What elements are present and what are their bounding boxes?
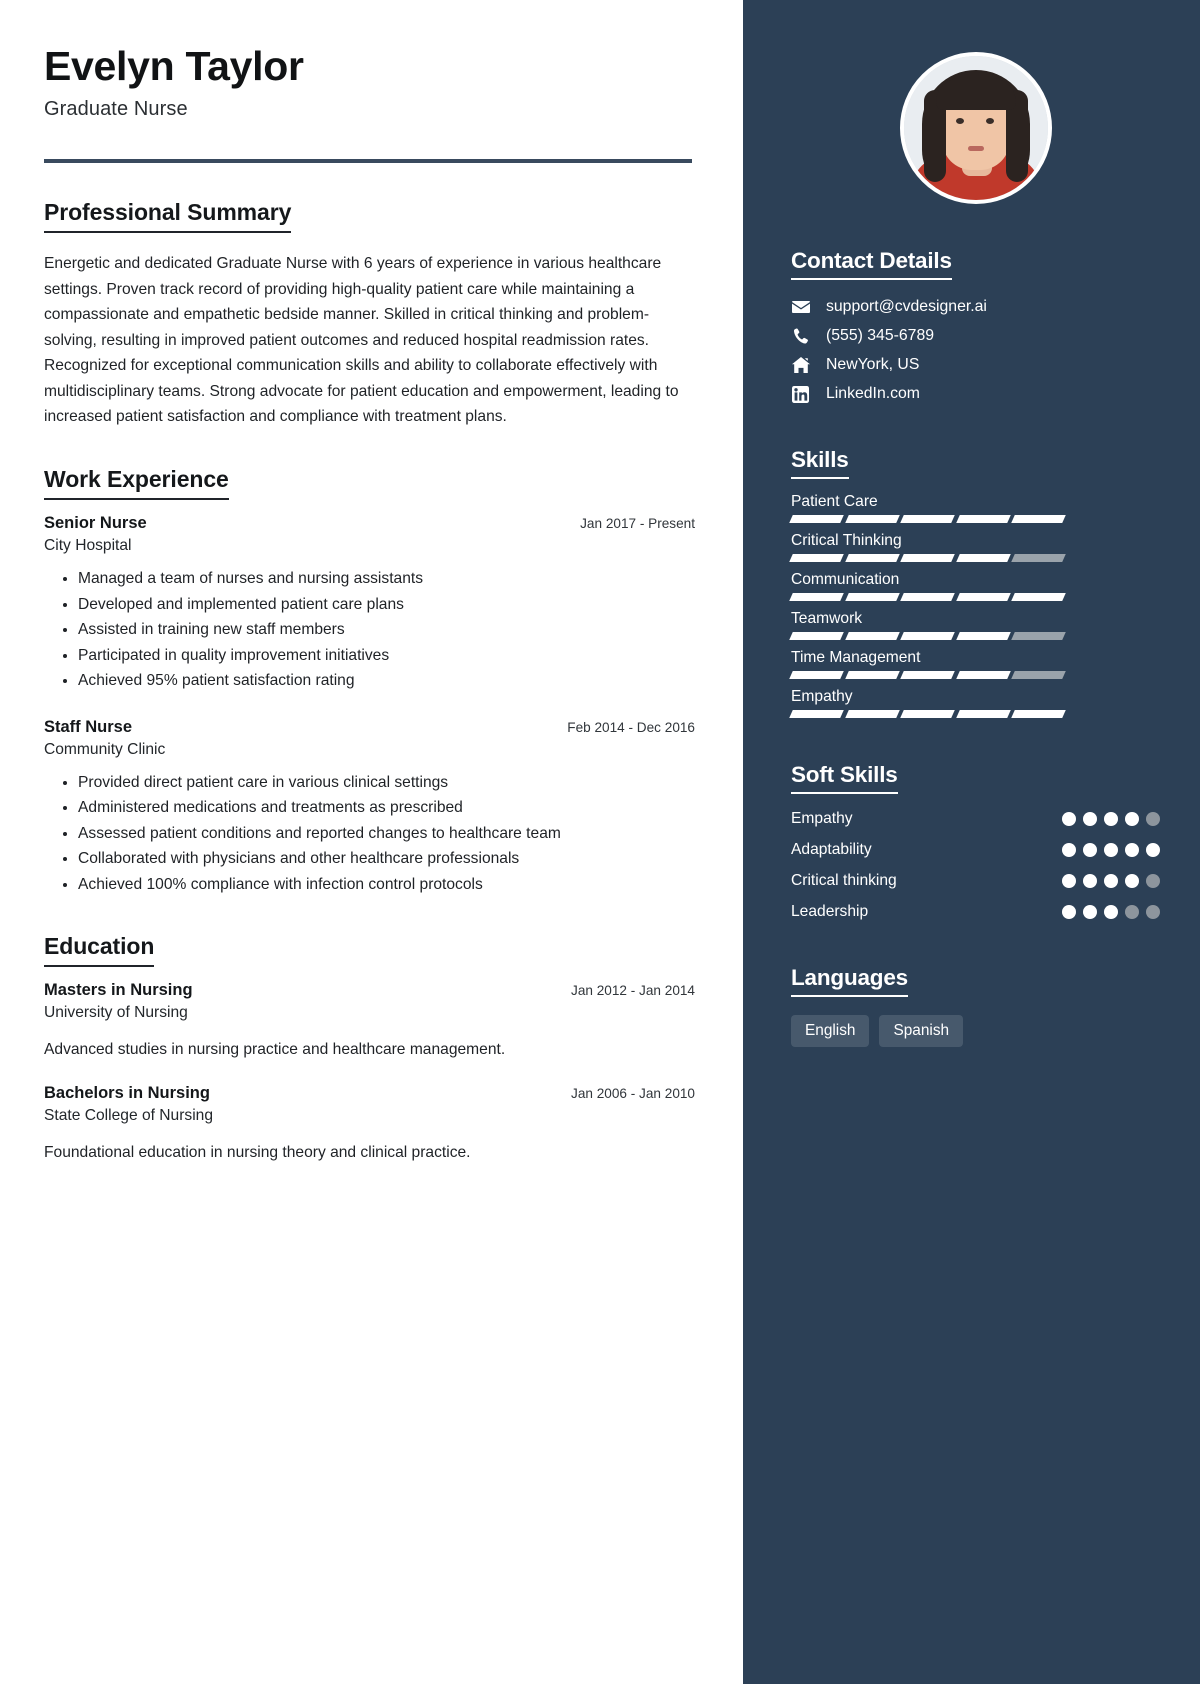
soft-skill-rating bbox=[1062, 812, 1160, 826]
experience-role: Senior Nurse bbox=[44, 514, 147, 533]
experience-organization: Community Clinic bbox=[44, 740, 166, 758]
soft-skill-row bbox=[791, 810, 1160, 828]
soft-skills-list bbox=[791, 810, 1160, 921]
skill-bar-segment bbox=[845, 632, 899, 640]
list-item: • Assessed patient conditions and reported changes to healthcare team bbox=[78, 821, 695, 847]
header-divider bbox=[44, 159, 692, 163]
linkedin-icon bbox=[791, 386, 810, 403]
experience-entry bbox=[44, 514, 695, 694]
skill-label: Patient Care bbox=[791, 493, 878, 510]
skill-bar-segment bbox=[956, 671, 1010, 679]
skill-bar-segment bbox=[900, 632, 954, 640]
experience-organization: City Hospital bbox=[44, 537, 132, 555]
skill-bar-segment bbox=[956, 593, 1010, 601]
skill-label: Teamwork bbox=[791, 610, 863, 627]
section-heading-work: Work Experience bbox=[44, 466, 229, 500]
skill-level-bar bbox=[791, 671, 1064, 679]
section-professional-summary bbox=[44, 199, 695, 430]
skill-bar-segment bbox=[845, 671, 899, 679]
section-education bbox=[44, 933, 695, 1165]
skill-row bbox=[791, 493, 1160, 523]
experience-bullets bbox=[44, 566, 695, 694]
rating-dot bbox=[1125, 874, 1139, 888]
section-heading-skills: Skills bbox=[791, 447, 849, 479]
education-dates: Jan 2012 - Jan 2014 bbox=[571, 983, 695, 999]
soft-skill-rating bbox=[1062, 874, 1160, 888]
contact-list bbox=[791, 298, 1160, 403]
skill-level-bar bbox=[791, 710, 1064, 718]
experience-dates: Jan 2017 - Present bbox=[580, 516, 695, 532]
page-title: Evelyn Taylor bbox=[44, 43, 304, 89]
skill-bar-segment bbox=[845, 710, 899, 718]
rating-dot bbox=[1146, 812, 1160, 826]
education-description: Advanced studies in nursing practice and healthcare management. bbox=[44, 1041, 506, 1059]
skill-bar-segment bbox=[900, 671, 954, 679]
skill-bar-segment bbox=[1012, 554, 1066, 562]
envelope-icon bbox=[791, 300, 810, 314]
skills-list bbox=[791, 493, 1160, 718]
education-degree: Masters in Nursing bbox=[44, 981, 193, 1000]
section-heading-soft-skills: Soft Skills bbox=[791, 762, 898, 794]
list-item: • Achieved 100% compliance with infection control protocols bbox=[78, 872, 695, 898]
rating-dot bbox=[1104, 905, 1118, 919]
section-languages bbox=[791, 965, 1160, 1047]
experience-entry bbox=[44, 718, 695, 898]
soft-skill-row bbox=[791, 872, 1160, 890]
soft-skill-rating bbox=[1062, 905, 1160, 919]
name-block bbox=[44, 44, 695, 121]
skill-bar-segment bbox=[900, 710, 954, 718]
skill-row bbox=[791, 649, 1160, 679]
education-entry bbox=[44, 1084, 695, 1165]
contact-value: NewYork, US bbox=[826, 356, 920, 373]
home-icon bbox=[791, 357, 810, 373]
contact-row[interactable] bbox=[791, 327, 1160, 345]
soft-skill-row bbox=[791, 841, 1160, 859]
skill-bar-segment bbox=[789, 554, 843, 562]
contact-value: support@cvdesigner.ai bbox=[826, 298, 987, 315]
skill-bar-segment bbox=[789, 671, 843, 679]
skill-bar-segment bbox=[789, 515, 843, 523]
rating-dot bbox=[1146, 843, 1160, 857]
section-skills bbox=[791, 447, 1160, 718]
experience-role: Staff Nurse bbox=[44, 717, 133, 736]
list-item: • Participated in quality improvement initiatives bbox=[78, 643, 695, 669]
skill-bar-segment bbox=[956, 515, 1010, 523]
rating-dot bbox=[1062, 905, 1076, 919]
contact-row[interactable] bbox=[791, 298, 1160, 316]
experience-dates: Feb 2014 - Dec 2016 bbox=[567, 719, 695, 735]
contact-row[interactable] bbox=[791, 356, 1160, 374]
skill-bar-segment bbox=[789, 710, 843, 718]
skill-bar-segment bbox=[845, 554, 899, 562]
section-contact-details bbox=[791, 248, 1160, 403]
soft-skill-rating bbox=[1062, 843, 1160, 857]
rating-dot bbox=[1146, 874, 1160, 888]
skill-bar-segment bbox=[1012, 710, 1066, 718]
skill-bar-segment bbox=[845, 593, 899, 601]
rating-dot bbox=[1062, 812, 1076, 826]
skill-level-bar bbox=[791, 515, 1064, 523]
contact-row[interactable] bbox=[791, 385, 1160, 403]
soft-skill-label: Critical thinking bbox=[791, 872, 897, 889]
list-item: • Developed and implemented patient care plans bbox=[78, 592, 695, 618]
skill-bar-segment bbox=[900, 515, 954, 523]
skill-label: Empathy bbox=[791, 688, 853, 705]
skill-level-bar bbox=[791, 593, 1064, 601]
section-work-experience bbox=[44, 466, 695, 897]
phone-icon bbox=[791, 328, 810, 345]
soft-skill-label: Empathy bbox=[791, 810, 853, 827]
contact-value: (555) 345-6789 bbox=[826, 327, 935, 344]
section-heading-education: Education bbox=[44, 933, 154, 967]
skill-level-bar bbox=[791, 632, 1064, 640]
education-description: Foundational education in nursing theory and clinical practice. bbox=[44, 1144, 471, 1162]
job-title: Graduate Nurse bbox=[44, 97, 188, 120]
list-item: • Collaborated with physicians and other healthcare professionals bbox=[78, 846, 695, 872]
rating-dot bbox=[1083, 812, 1097, 826]
section-heading-contact: Contact Details bbox=[791, 248, 952, 280]
rating-dot bbox=[1104, 874, 1118, 888]
education-degree: Bachelors in Nursing bbox=[44, 1084, 210, 1103]
experience-bullets bbox=[44, 770, 695, 898]
skill-bar-segment bbox=[956, 554, 1010, 562]
contact-value: LinkedIn.com bbox=[826, 385, 920, 402]
skill-bar-segment bbox=[1012, 632, 1066, 640]
rating-dot bbox=[1146, 905, 1160, 919]
education-school: University of Nursing bbox=[44, 1004, 188, 1022]
education-list bbox=[44, 981, 695, 1165]
rating-dot bbox=[1104, 843, 1118, 857]
avatar-wrapper bbox=[791, 52, 1160, 204]
soft-skill-row bbox=[791, 903, 1160, 921]
summary-text: Energetic and dedicated Graduate Nurse with 6 years of experience in various healthcare settings. Proven track record of providing high-quality patient care while maintaining a compassionate and empathetic bedside manner. Skilled in critical thinking and problem-solving, resulting in improved patient outcomes and reduced hospital readmission rates. Recognized for exceptional communication skills and ability to collaborate effectively with multidisciplinary teams. Strong advocate for patient education and empowerment, leading to increased patient satisfaction and compliance with treatment plans. bbox=[44, 254, 679, 426]
skill-row bbox=[791, 610, 1160, 640]
skill-label: Communication bbox=[791, 571, 900, 588]
language-tag-list bbox=[791, 1015, 1160, 1047]
skill-bar-segment bbox=[1012, 593, 1066, 601]
education-dates: Jan 2006 - Jan 2010 bbox=[571, 1086, 695, 1102]
soft-skill-label: Adaptability bbox=[791, 841, 872, 858]
rating-dot bbox=[1083, 843, 1097, 857]
rating-dot bbox=[1083, 905, 1097, 919]
skill-bar-segment bbox=[789, 593, 843, 601]
list-item: • Achieved 95% patient satisfaction rating bbox=[78, 668, 695, 694]
language-tag: Spanish bbox=[879, 1015, 963, 1047]
language-tag: English bbox=[791, 1015, 869, 1047]
skill-bar-segment bbox=[789, 632, 843, 640]
soft-skill-label: Leadership bbox=[791, 903, 869, 920]
skill-bar-segment bbox=[1012, 515, 1066, 523]
rating-dot bbox=[1062, 843, 1076, 857]
skill-row bbox=[791, 688, 1160, 718]
skill-bar-segment bbox=[1012, 671, 1066, 679]
skill-label: Critical Thinking bbox=[791, 532, 902, 549]
rating-dot bbox=[1062, 874, 1076, 888]
rating-dot bbox=[1104, 812, 1118, 826]
skill-bar-segment bbox=[956, 710, 1010, 718]
work-list bbox=[44, 514, 695, 897]
section-soft-skills bbox=[791, 762, 1160, 921]
list-item: • Administered medications and treatments as prescribed bbox=[78, 795, 695, 821]
skill-label: Time Management bbox=[791, 649, 921, 666]
list-item: • Provided direct patient care in various clinical settings bbox=[78, 770, 695, 796]
sidebar bbox=[743, 0, 1200, 1684]
skill-row bbox=[791, 532, 1160, 562]
skill-bar-segment bbox=[956, 632, 1010, 640]
skill-row bbox=[791, 571, 1160, 601]
education-entry bbox=[44, 981, 695, 1062]
skill-level-bar bbox=[791, 554, 1064, 562]
section-heading-languages: Languages bbox=[791, 965, 908, 997]
section-heading-summary: Professional Summary bbox=[44, 199, 291, 233]
list-item: • Managed a team of nurses and nursing assistants bbox=[78, 566, 695, 592]
list-item: • Assisted in training new staff members bbox=[78, 617, 695, 643]
skill-bar-segment bbox=[900, 554, 954, 562]
skill-bar-segment bbox=[845, 515, 899, 523]
education-school: State College of Nursing bbox=[44, 1107, 214, 1125]
rating-dot bbox=[1125, 905, 1139, 919]
skill-bar-segment bbox=[900, 593, 954, 601]
rating-dot bbox=[1125, 812, 1139, 826]
rating-dot bbox=[1083, 874, 1097, 888]
rating-dot bbox=[1125, 843, 1139, 857]
avatar bbox=[900, 52, 1052, 204]
